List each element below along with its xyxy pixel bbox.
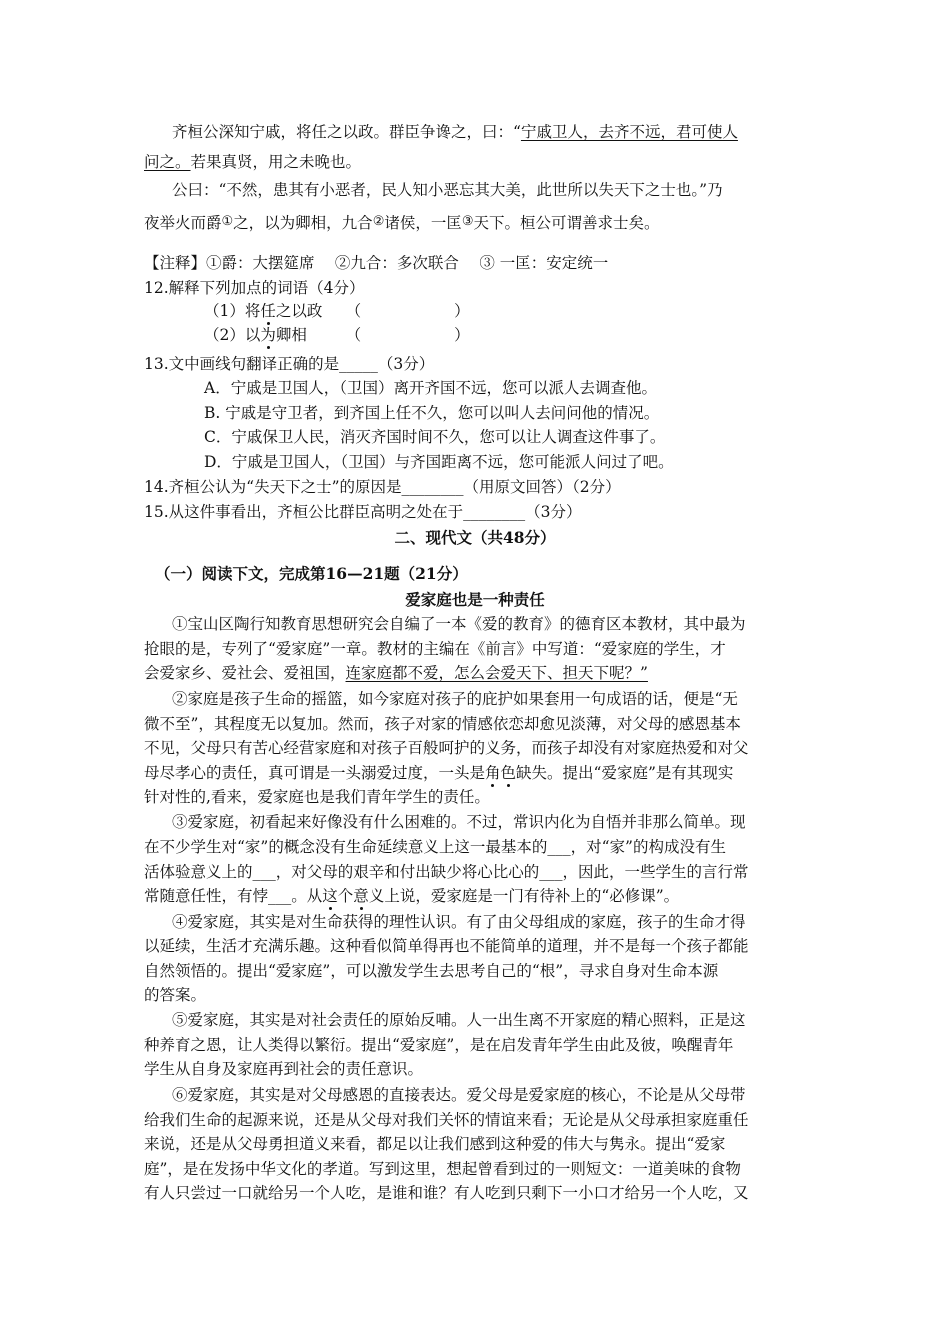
text: 之以政 （ ） bbox=[275, 302, 470, 320]
para-2-line-3: 不见，父母只有苦心经营家庭和对孩子百般呵护的义务，而孩子却没有对家庭热爱和对父 bbox=[144, 739, 749, 757]
underlined-sentence-end: 问之。 bbox=[144, 153, 191, 171]
para-5-line-3: 学生从自身及家庭再到社会的责任意识。 bbox=[144, 1060, 424, 1078]
dotted-char: 意 bbox=[353, 887, 369, 905]
para-5-line-1: ⑤爱家庭，其实是对社会责任的原始反哺。人一出生离不开家庭的精心照料，正是这 bbox=[172, 1011, 746, 1029]
para-3-line-2: 在不少学生对“家”的概念没有生命延续意义上这一最基本的___，对“家”的构成没有生 bbox=[144, 838, 726, 856]
section-heading: 二、现代文（共48分） bbox=[394, 528, 556, 547]
question-13-option-c: C．宁戚保卫人民，消灭齐国时间不久，您可以让人调查这件事了。 bbox=[204, 428, 666, 446]
text: （1）将 bbox=[204, 302, 261, 320]
para-3-line-1: ③爱家庭，初看起来好像没有什么困难的。不过，常识内化为自悟并非那么简单。现 bbox=[172, 813, 746, 831]
text: 卿相 （ ） bbox=[275, 326, 470, 344]
subsection-heading: （一）阅读下文，完成第16—21题（21分） bbox=[155, 564, 468, 583]
para-2-line-1: ②家庭是孩子生命的摇篮，如今家庭对孩子的庇护如果套用一句成语的话，便是“无 bbox=[172, 690, 738, 708]
notes-text: 【注释】①爵：大摆筵席 ②九合：多次联合 ③ 一匡：安定统一 bbox=[144, 254, 609, 272]
para-6-line-2: 给我们生命的起源来说，还是从父母对我们关怀的情谊来看；无论是从父母承担家庭重任 bbox=[144, 1111, 749, 1129]
question-12-item-2 bbox=[204, 324, 470, 346]
text: 母尽孝心的责任，真可谓是一头溺爱过度，一头是 bbox=[144, 764, 486, 782]
para-4-line-2: 以延续，生活才充满乐趣。这种看似简单得再也不能简单的道理，并不是每一个孩子都能 bbox=[144, 937, 749, 955]
para-6-line-1: ⑥爱家庭，其实是对父母感恩的直接表达。爱父母是爱家庭的核心，不论是从父母带 bbox=[172, 1086, 746, 1104]
note-marker-1: ① bbox=[221, 214, 234, 229]
question-15: 15.从这件事看出，齐桓公比群臣高明之处在于________（3分） bbox=[144, 503, 582, 521]
para-1-line-3 bbox=[144, 662, 648, 684]
question-14: 14.齐桓公认为“失天下之士”的原因是________（用原文回答）（2分） bbox=[144, 478, 621, 496]
para-2-line-4 bbox=[144, 762, 733, 784]
text: 个 bbox=[337, 887, 354, 905]
question-13-option-b: B. 宁戚是守卫者，到齐国上任不久，您可以叫人去问问他的情况。 bbox=[204, 404, 660, 422]
text: 上说，爱家庭是一门有待补上的“必修课”。 bbox=[384, 887, 680, 905]
classical-para-1-line-1 bbox=[172, 121, 738, 143]
text: 之，以为卿相，九合 bbox=[233, 214, 373, 232]
text: 夜举火而爵 bbox=[144, 214, 222, 232]
text: 缺失。提出“爱家庭”是有其现实 bbox=[516, 764, 734, 782]
text: 公曰：“不然，患其有小恶者，民人知小恶忘其大美，此世所以失天下之士也。”乃 bbox=[172, 181, 723, 199]
text: 12.解释下列加点的词语（4分） bbox=[144, 279, 365, 297]
text: 齐桓公深知宁戚，将任之以政。群臣争谗之，曰：“ bbox=[172, 123, 521, 141]
para-2-line-5: 针对性的,看来，爱家庭也是我们青年学生的责任。 bbox=[144, 788, 490, 806]
dotted-char: 色 bbox=[500, 764, 517, 782]
underlined-sentence: 宁戚卫人，去齐不远，君可使人 bbox=[520, 123, 738, 141]
question-12 bbox=[144, 277, 365, 299]
text: 诸侯，一匡 bbox=[384, 214, 462, 232]
para-6-line-5: 有人只尝过一口就给另一个人吃，是谁和谁？有人吃到只剩下一小口才给另一个人吃，又 bbox=[144, 1184, 749, 1202]
para-4-line-1: ④爱家庭，其实是对生命获得的理性认识。有了由父母组成的家庭，孩子的生命才得 bbox=[172, 913, 746, 931]
classical-notes bbox=[144, 252, 608, 274]
para-6-line-4: 庭”，是在发扬中华文化的孝道。写到这里，想起曾看到过的一则短文：一道美味的食物 bbox=[144, 1160, 741, 1178]
dotted-char: 这 bbox=[322, 887, 338, 905]
para-1-line-2: 抢眼的是，专列了“爱家庭”一章。教材的主编在《前言》中写道：“爱家庭的学生，才 bbox=[144, 640, 726, 658]
para-5-line-2: 种养育之恩，让人类得以繁衍。提出“爱家庭”，是在启发青年学生由此及彼，唤醒青年 bbox=[144, 1036, 734, 1054]
note-marker-3: ③ bbox=[461, 214, 474, 229]
para-4-line-4: 的答案。 bbox=[144, 986, 207, 1004]
text: （2）以 bbox=[204, 326, 261, 344]
dotted-char: 为 bbox=[260, 326, 276, 344]
question-13 bbox=[144, 353, 434, 375]
question-13-option-d: D．宁戚是卫国人，（卫国）与齐国距离不远，您可能派人问过了吧。 bbox=[204, 453, 674, 471]
text: 会爱家乡、爱社会、爱祖国， bbox=[144, 664, 346, 682]
para-4-line-3: 自然领悟的。提出“爱家庭”，可以激发学生去思考自己的“根”，寻求自身对生命本源 bbox=[144, 962, 719, 980]
note-marker-2: ② bbox=[372, 214, 385, 229]
text: 常随意任性，有悖___。从 bbox=[144, 887, 323, 905]
text: 天下。桓公可谓善求士矣。 bbox=[473, 214, 660, 232]
para-2-line-2: 微不至”，其程度无以复加。然而，孩子对家的情感依恋却愈见淡薄，对父母的感恩基本 bbox=[144, 715, 741, 733]
para-3-line-3: 活体验意义上的___，对父母的艰辛和付出缺少将心比心的___，因此，一些学生的言行常 bbox=[144, 863, 749, 881]
para-6-line-3: 来说，还是从父母勇担道义来看，都足以让我们感到这种爱的伟大与隽永。提出“爱家 bbox=[144, 1135, 726, 1153]
para-3-line-4 bbox=[144, 885, 679, 907]
classical-para-1-line-2 bbox=[144, 151, 361, 173]
question-12-item-1 bbox=[204, 300, 470, 322]
text: 若果真贤，用之未晚也。 bbox=[190, 153, 362, 171]
para-1-line-1: ①宝山区陶行知教育思想研究会自编了一本《爱的教育》的德育区本教材，其中最为 bbox=[172, 615, 746, 633]
classical-para-2-line-1 bbox=[172, 179, 723, 201]
text: 13.文中画线句翻译正确的是_____（3分） bbox=[144, 355, 435, 373]
dotted-char: 任 bbox=[260, 302, 276, 320]
question-13-option-a: A．宁戚是卫国人，（卫国）离开齐国不远，您可以派人去调查他。 bbox=[204, 379, 657, 397]
underlined-sentence: 连家庭都不爱，怎么会爱天下、担天下呢？” bbox=[345, 664, 648, 682]
classical-para-2-line-2 bbox=[144, 211, 660, 234]
article-title: 爱家庭也是一种责任 bbox=[405, 590, 545, 609]
text: 义 bbox=[368, 887, 385, 905]
dotted-char: 角 bbox=[485, 764, 501, 782]
